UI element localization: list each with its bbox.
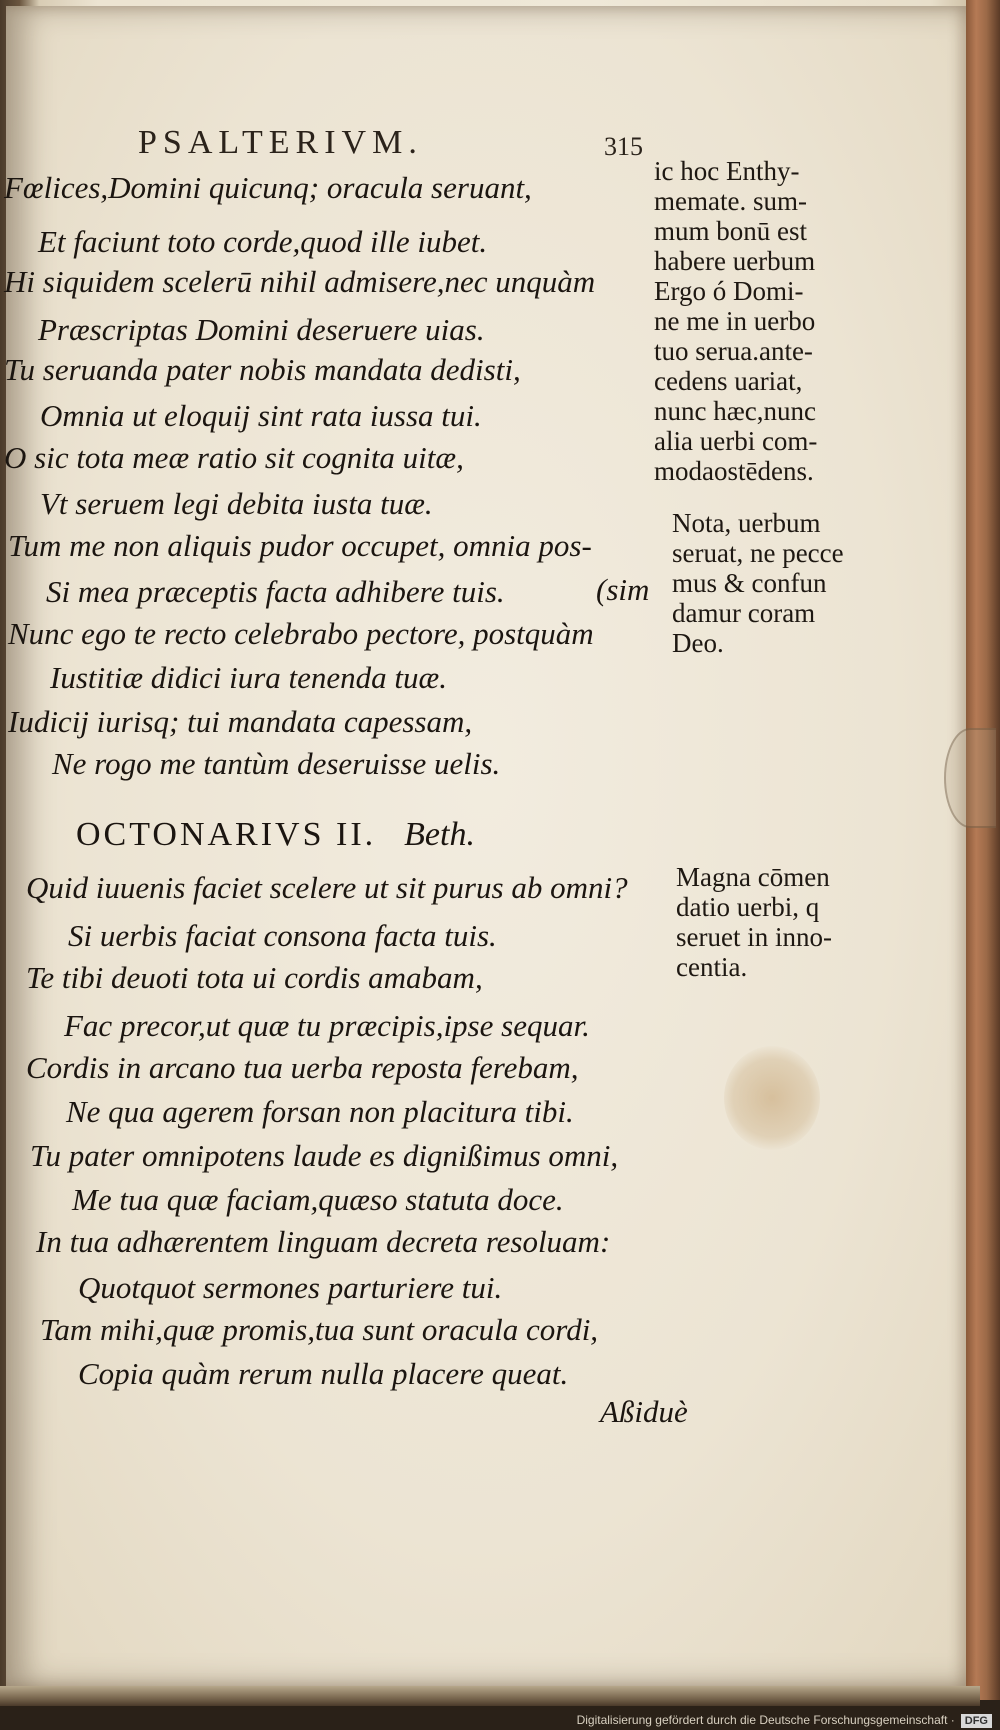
- note-line: mus & confun: [672, 568, 827, 598]
- verse-line: In tua adhærentem linguam decreta resoluam:: [36, 1224, 611, 1259]
- marginal-note: [676, 862, 832, 982]
- book-edge-bottom: [0, 1686, 980, 1706]
- note-line: datio uerbi, q: [676, 892, 820, 922]
- verse-line: Tu seruanda pater nobis mandata dedisti,: [4, 352, 521, 387]
- verse-line: O sic tota meæ ratio sit cognita uitæ,: [4, 440, 464, 475]
- note-line: damur coram: [672, 598, 816, 628]
- verse-line: Fœlices,Domini quicunq; oracula seruant,: [4, 170, 532, 205]
- page-number: 315: [604, 132, 643, 161]
- note-line: Ergo ó Domi-: [654, 276, 804, 306]
- note-line: seruat, ne pecce: [672, 538, 844, 568]
- verse-line: Omnia ut eloquij sint rata iussa tui.: [40, 398, 482, 433]
- running-head: PSALTERIVM.: [138, 124, 423, 161]
- heading-title: OCTONARIVS II.: [76, 816, 377, 853]
- book-edge-right: [966, 0, 1000, 1700]
- section-heading: [76, 816, 475, 854]
- note-line: ic hoc Enthy-: [654, 156, 800, 186]
- verse-line: Tam mihi,quæ promis,tua sunt oracula cordi,: [40, 1312, 599, 1347]
- heading-letter: Beth.: [404, 816, 475, 853]
- verse-line: Fac precor,ut quæ tu præcipis,ipse sequar.: [64, 1008, 590, 1043]
- catchword: Aßiduè: [600, 1394, 688, 1429]
- note-line: cedens uariat,: [654, 366, 803, 396]
- note-line: nunc hæc,nunc: [654, 396, 816, 426]
- verse-line: Hi siquidem scelerū nihil admisere,nec unquàm: [4, 264, 596, 299]
- carry-over-word: (sim: [596, 572, 650, 607]
- verse-line: Nunc ego te recto celebrabo pectore, postquàm: [8, 616, 594, 651]
- note-line: ne me in uerbo: [654, 306, 816, 336]
- verse-line: Me tua quæ faciam,quæso statuta doce.: [72, 1182, 564, 1217]
- verse-line: Ne qua agerem forsan non placitura tibi.: [66, 1094, 574, 1129]
- verse-line: Tu pater omnipotens laude es dignißimus omni,: [30, 1138, 619, 1173]
- dfg-logo: DFG: [961, 1714, 992, 1728]
- verse-line: Iudicij iurisq; tui mandata capessam,: [8, 704, 473, 739]
- digitization-footer: [0, 1710, 1000, 1730]
- note-line: alia uerbi com-: [654, 426, 818, 456]
- note-line: Magna cōmen: [676, 862, 830, 892]
- clasp-mark: [944, 728, 996, 828]
- verse-line: Si uerbis faciat consona facta tuis.: [68, 918, 497, 953]
- verse-line: Quotquot sermones parturiere tui.: [78, 1270, 503, 1305]
- note-line: memate. sum-: [654, 186, 807, 216]
- verse-line: Et faciunt toto corde,quod ille iubet.: [38, 224, 488, 259]
- verse-line: Quid iuuenis faciet scelere ut sit purus ab omni?: [26, 870, 628, 905]
- footer-credit: Digitalisierung gefördert durch die Deutsche Forschungsgemeinschaft ·: [576, 1713, 955, 1727]
- verse-line: Copia quàm rerum nulla placere queat.: [78, 1356, 569, 1391]
- note-line: centia.: [676, 952, 748, 982]
- verse-line: Te tibi deuoti tota ui cordis amabam,: [26, 960, 483, 995]
- note-line: seruet in inno-: [676, 922, 832, 952]
- note-line: habere uerbum: [654, 246, 816, 276]
- verse-line: Si mea præceptis facta adhibere tuis.: [46, 574, 505, 609]
- note-line: tuo serua.ante-: [654, 336, 813, 366]
- verse-line: Tum me non aliquis pudor occupet, omnia pos-: [8, 528, 592, 563]
- verse-line: Vt seruem legi debita iusta tuæ.: [40, 486, 433, 521]
- verse-line: Præscriptas Domini deseruere uias.: [38, 312, 485, 347]
- verse-line: Cordis in arcano tua uerba reposta ferebam,: [26, 1050, 579, 1085]
- verse-line: Iustitiæ didici iura tenenda tuæ.: [50, 660, 447, 695]
- verse-line: Ne rogo me tantùm deseruisse uelis.: [52, 746, 501, 781]
- note-line: mum bonū est: [654, 216, 807, 246]
- note-line: Nota, uerbum: [672, 508, 821, 538]
- marginal-note: [654, 156, 817, 486]
- note-line: Deo.: [672, 628, 724, 658]
- marginal-note: [672, 508, 844, 658]
- paper-stain: [724, 1046, 820, 1150]
- note-line: modaostēdens.: [654, 456, 814, 486]
